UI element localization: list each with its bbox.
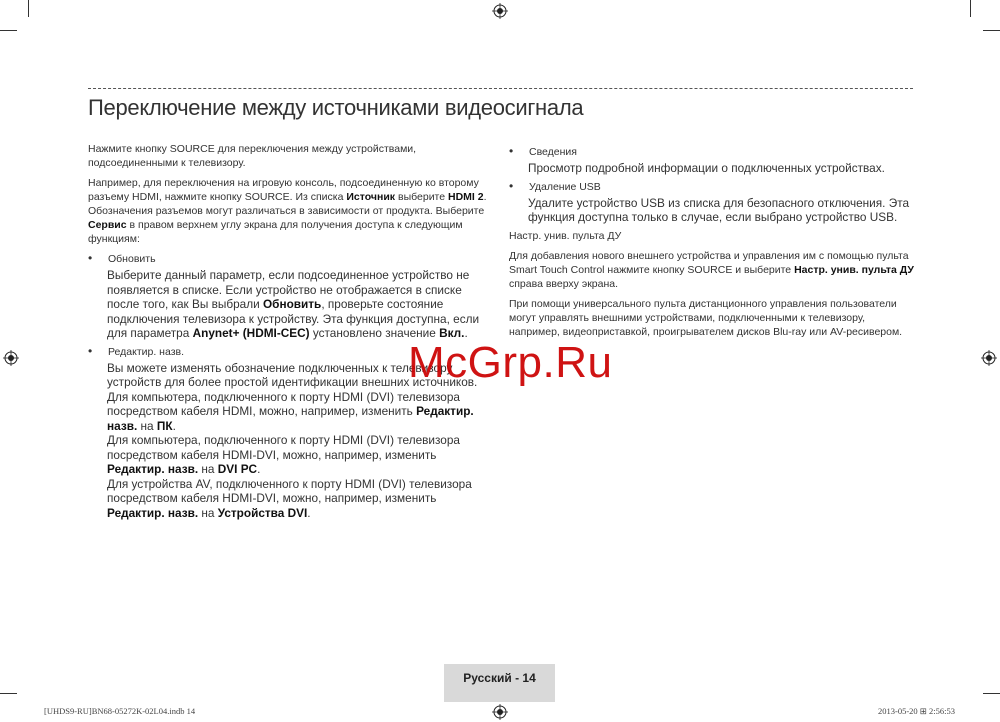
watermark: McGrp.Ru — [408, 338, 613, 387]
left-column — [88, 142, 493, 524]
footer-file-info: [UHDS9-RU]BN68-05272K-02L04.indb 14 — [44, 706, 196, 716]
example-paragraph: Например, для переключения на игровую консоль, подсоединенную ко второму разъему HDMI, нажмите кнопку SOURCE. Из списка Источник выберите HDMI 2. Обозначения разъемов могут различаться в зависимости от продукта. Выберите Сервис в правом верхнем углу экрана для получения доступа к следующим функциям: — [88, 177, 487, 245]
crop-mark-right-bottom — [983, 693, 1000, 694]
bullet-usb-body: Удалите устройство USB из списка для безопасного отключения. Эта функция доступна только в случае, если выбрано устройство USB. — [528, 195, 910, 224]
bullet-usb-heading: • Удаление USB — [509, 180, 914, 194]
bullet-edit-name-heading: • Редактир. назв. — [88, 345, 493, 359]
header-rule — [88, 88, 913, 89]
intro-paragraph: Нажмите кнопку SOURCE для переключения между устройствами, подсоединенными к телевизору. — [88, 143, 417, 169]
universal-remote-description: При помощи универсального пульта дистанционного управления пользователи могут управлять внешними устройствами, подключенными к телевизору, например, видеоприставкой, проигрывателем дисков Blu-ray или AV-ресивером. — [509, 297, 903, 338]
registration-mark-icon — [492, 704, 508, 720]
universal-remote-heading: Настр. унив. пульта ДУ — [509, 229, 622, 242]
bullet-edit-name-body: Вы можете изменять обозначение подключенных к телевизору устройств для более простой идентификации внешних источников. Для компьютера, подключенного к порту HDMI (DVI) телевизора посредством кабеля HDMI, можно, например, изменить Редактир. назв. на ПК. Для компьютера, подключенного к порту HDMI (DVI) телевизора посредством кабеля HDMI-DVI, можно, например, изменить Редактир. назв. на DVI PC. Для устройства AV, подключенного к порту HDMI (DVI) телевизора посредством кабеля HDMI-DVI, можно, например, изменить Редактир. назв. на Устройства DVI. — [107, 360, 478, 520]
footer-timestamp: 2013-05-20 ⊞ 2:56:53 — [877, 706, 955, 716]
crop-mark-top-right — [970, 0, 971, 17]
right-column — [509, 143, 914, 345]
registration-mark-icon — [3, 350, 19, 366]
bullet-refresh-body: Выберите данный параметр, если подсоединенное устройство не появляется в списке. Если устройство не отображается в списке после того, как Вы выбрали Обновить, проверьте состояние подключения телевизора к устройству. Эта функция доступна, если для параметра Anynet+ (HDMI-CEC) установлено значение Вкл.. — [107, 268, 480, 340]
bullet-info-heading: • Сведения — [509, 145, 914, 159]
page-number-tab: Русский - 14 — [444, 664, 555, 702]
crop-mark-left-bottom — [0, 693, 17, 694]
crop-mark-left-top — [0, 30, 17, 31]
crop-mark-right-top — [983, 30, 1000, 31]
bullet-info-body: Просмотр подробной информации о подключенных устройствах. — [528, 161, 885, 175]
bullet-refresh-heading: • Обновить — [88, 252, 493, 266]
registration-mark-icon — [492, 3, 508, 19]
page-title: Переключение между источниками видеосигнала — [88, 95, 584, 120]
registration-mark-icon — [981, 350, 997, 366]
universal-remote-paragraph: Для добавления нового внешнего устройства и управления им с помощью пульта Smart Touch Control нажмите кнопку SOURCE и выберите Настр. унив. пульта ДУ справа вверху экрана. — [509, 249, 914, 290]
crop-mark-top-left — [28, 0, 29, 17]
